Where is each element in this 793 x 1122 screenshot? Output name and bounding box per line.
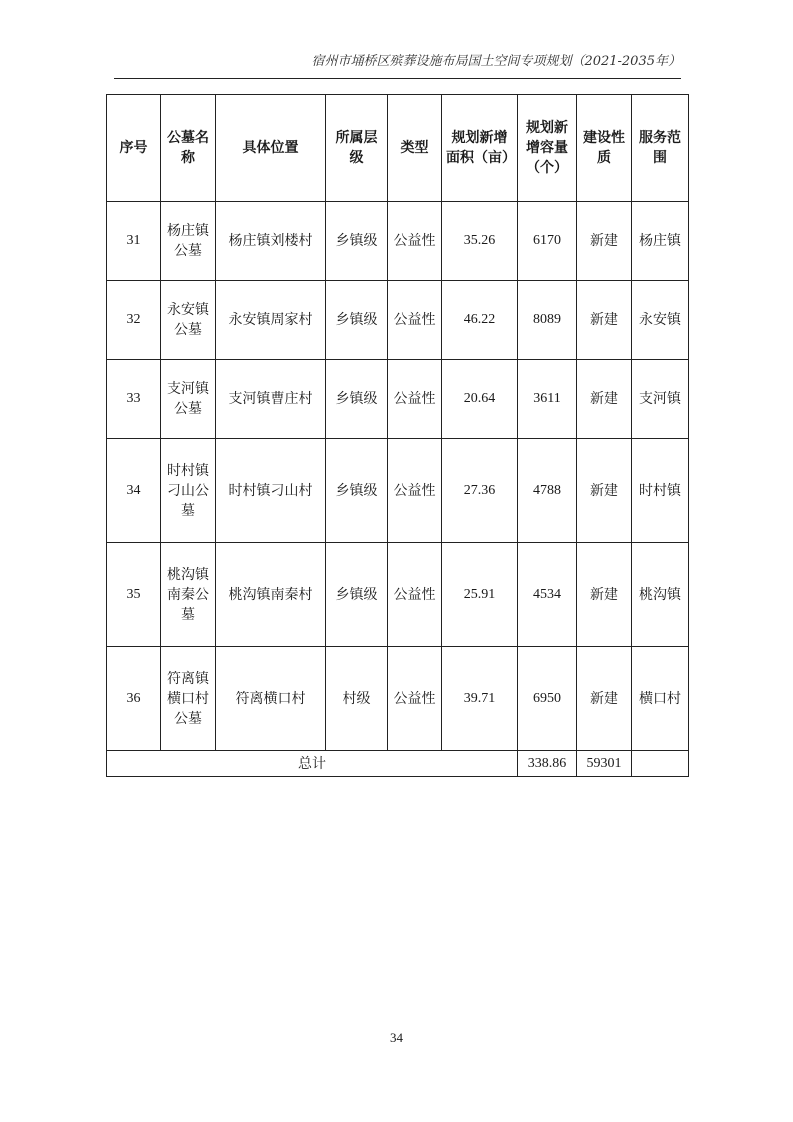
location: 符离横口村 — [216, 647, 326, 751]
planned-capacity: 8089 — [518, 281, 577, 360]
level: 乡镇级 — [326, 360, 388, 439]
column-header: 建设性质 — [577, 95, 632, 202]
page-number: 34 — [390, 1030, 403, 1045]
construction-nature: 新建 — [577, 543, 632, 647]
planned-capacity: 6950 — [518, 647, 577, 751]
service-scope: 时村镇 — [632, 439, 689, 543]
column-header: 公墓名称 — [161, 95, 216, 202]
planned-area: 27.36 — [442, 439, 518, 543]
total-capacity: 59301 — [577, 751, 632, 777]
column-header: 服务范围 — [632, 95, 689, 202]
page-header — [114, 52, 681, 79]
construction-nature: 新建 — [577, 202, 632, 281]
planned-capacity: 3611 — [518, 360, 577, 439]
level: 乡镇级 — [326, 543, 388, 647]
construction-nature: 新建 — [577, 360, 632, 439]
service-scope: 杨庄镇 — [632, 202, 689, 281]
column-header: 类型 — [388, 95, 442, 202]
row-number: 32 — [107, 281, 161, 360]
table-row — [107, 281, 689, 360]
cemetery-name: 桃沟镇南秦公墓 — [161, 543, 216, 647]
table-row — [107, 439, 689, 543]
cemetery-table — [106, 94, 689, 777]
planned-area: 39.71 — [442, 647, 518, 751]
column-header: 规划新增面积（亩） — [442, 95, 518, 202]
planned-area: 25.91 — [442, 543, 518, 647]
table-row — [107, 647, 689, 751]
row-number: 33 — [107, 360, 161, 439]
table-row — [107, 360, 689, 439]
cemetery-name: 永安镇公墓 — [161, 281, 216, 360]
construction-nature: 新建 — [577, 647, 632, 751]
total-label: 总计 — [107, 751, 518, 777]
row-number: 34 — [107, 439, 161, 543]
type: 公益性 — [388, 360, 442, 439]
location: 桃沟镇南秦村 — [216, 543, 326, 647]
location: 支河镇曹庄村 — [216, 360, 326, 439]
column-header: 具体位置 — [216, 95, 326, 202]
total-area: 338.86 — [518, 751, 577, 777]
planned-area: 35.26 — [442, 202, 518, 281]
planned-capacity: 6170 — [518, 202, 577, 281]
type: 公益性 — [388, 202, 442, 281]
column-header: 序号 — [107, 95, 161, 202]
level: 乡镇级 — [326, 439, 388, 543]
service-scope: 桃沟镇 — [632, 543, 689, 647]
location: 时村镇刁山村 — [216, 439, 326, 543]
planned-area: 46.22 — [442, 281, 518, 360]
column-header: 所属层级 — [326, 95, 388, 202]
row-number: 31 — [107, 202, 161, 281]
planned-area: 20.64 — [442, 360, 518, 439]
total-row — [107, 751, 689, 777]
row-number: 35 — [107, 543, 161, 647]
construction-nature: 新建 — [577, 439, 632, 543]
type: 公益性 — [388, 543, 442, 647]
empty-cell — [632, 751, 689, 777]
document-title: 宿州市埇桥区殡葬设施布局国土空间专项规划（2021-2035年） — [311, 54, 681, 69]
level: 村级 — [326, 647, 388, 751]
planned-capacity: 4788 — [518, 439, 577, 543]
table-row — [107, 543, 689, 647]
level: 乡镇级 — [326, 281, 388, 360]
column-header: 规划新增容量（个） — [518, 95, 577, 202]
construction-nature: 新建 — [577, 281, 632, 360]
table-row — [107, 202, 689, 281]
cemetery-name: 时村镇刁山公墓 — [161, 439, 216, 543]
service-scope: 支河镇 — [632, 360, 689, 439]
row-number: 36 — [107, 647, 161, 751]
location: 杨庄镇刘楼村 — [216, 202, 326, 281]
type: 公益性 — [388, 647, 442, 751]
type: 公益性 — [388, 439, 442, 543]
cemetery-name: 杨庄镇公墓 — [161, 202, 216, 281]
cemetery-name: 符离镇横口村公墓 — [161, 647, 216, 751]
planned-capacity: 4534 — [518, 543, 577, 647]
level: 乡镇级 — [326, 202, 388, 281]
location: 永安镇周家村 — [216, 281, 326, 360]
cemetery-name: 支河镇公墓 — [161, 360, 216, 439]
type: 公益性 — [388, 281, 442, 360]
table-header-row — [107, 95, 689, 202]
service-scope: 永安镇 — [632, 281, 689, 360]
service-scope: 横口村 — [632, 647, 689, 751]
